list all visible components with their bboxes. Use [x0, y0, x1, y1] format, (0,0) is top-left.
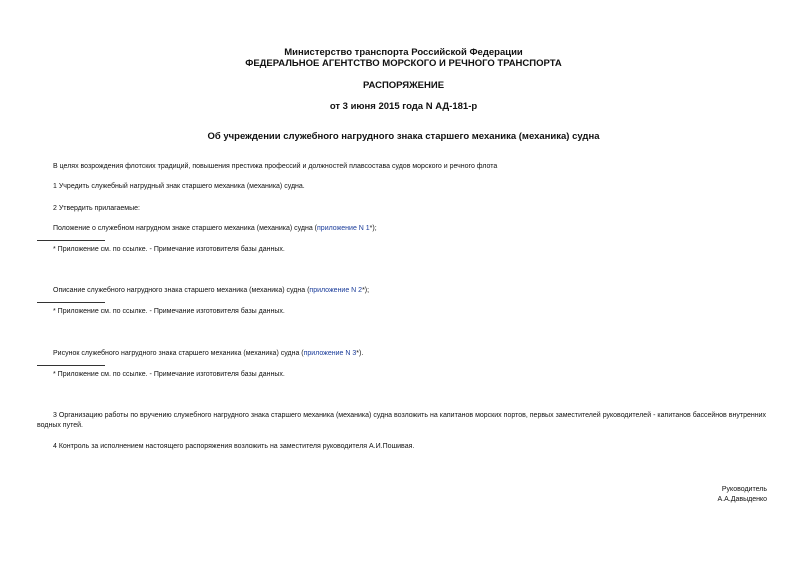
footnote-3: * Приложение см. по ссылке. - Примечание изготовителя базы данных. [53, 371, 285, 378]
item-2: 2 Утвердить прилагаемые: [53, 205, 140, 212]
signature-position: Руководитель [721, 486, 767, 493]
signature-name: А.А.Давыденко [717, 496, 767, 503]
attachment-3-link[interactable]: приложение N 3 [303, 350, 357, 357]
intro-paragraph: В целях возрождения флотских традиций, повышения престижа профессий и должностей плавсостава судов морского и речного флота [53, 163, 498, 170]
footnote-divider [37, 302, 105, 303]
attachment-2-text: Описание служебного нагрудного знака старшего механика (механика) судна ( [53, 287, 310, 294]
attachment-1-suffix: *); [369, 225, 377, 232]
footnote-divider [37, 365, 105, 366]
document-date-number: от 3 июня 2015 года N АД-181-р [329, 101, 478, 112]
item-1: 1 Учредить служебный нагрудный знак старшего механика (механика) судна. [53, 183, 305, 190]
document-type: РАСПОРЯЖЕНИЕ [362, 80, 445, 91]
attachment-1 [53, 224, 766, 234]
footnote-2: * Приложение см. по ссылке. - Примечание изготовителя базы данных. [53, 308, 285, 315]
attachment-2-link[interactable]: приложение N 2 [309, 287, 363, 294]
document-title: Об учреждении служебного нагрудного знака старшего механика (механика) судна [207, 131, 600, 142]
item-3: 3 Организацию работы по вручению служебного нагрудного знака старшего механика (механика) судна возложить на капитанов морских портов, первых заместителей руководителей - капитанов бассейнов внутренних водных путей. [37, 412, 766, 429]
attachment-3-text: Рисунок служебного нагрудного знака старшего механика (механика) судна ( [53, 350, 304, 357]
attachment-3-suffix: *). [356, 350, 364, 357]
ministry-name: Министерство транспорта Российской Федерации [284, 47, 523, 58]
attachment-2-suffix: *); [362, 287, 370, 294]
item-4: 4 Контроль за исполнением настоящего распоряжения возложить на заместителя руководителя А.И.Пошивая. [53, 443, 415, 450]
footnote-divider [37, 240, 105, 241]
attachment-2 [53, 286, 766, 296]
attachment-1-text: Положение о служебном нагрудном знаке старшего механика (механика) судна ( [53, 225, 318, 232]
attachment-3 [53, 349, 766, 359]
footnote-1: * Приложение см. по ссылке. - Примечание изготовителя базы данных. [53, 246, 285, 253]
attachment-1-link[interactable]: приложение N 1 [317, 225, 370, 232]
agency-name: ФЕДЕРАЛЬНОЕ АГЕНТСТВО МОРСКОГО И РЕЧНОГО ТРАНСПОРТА [245, 58, 562, 69]
